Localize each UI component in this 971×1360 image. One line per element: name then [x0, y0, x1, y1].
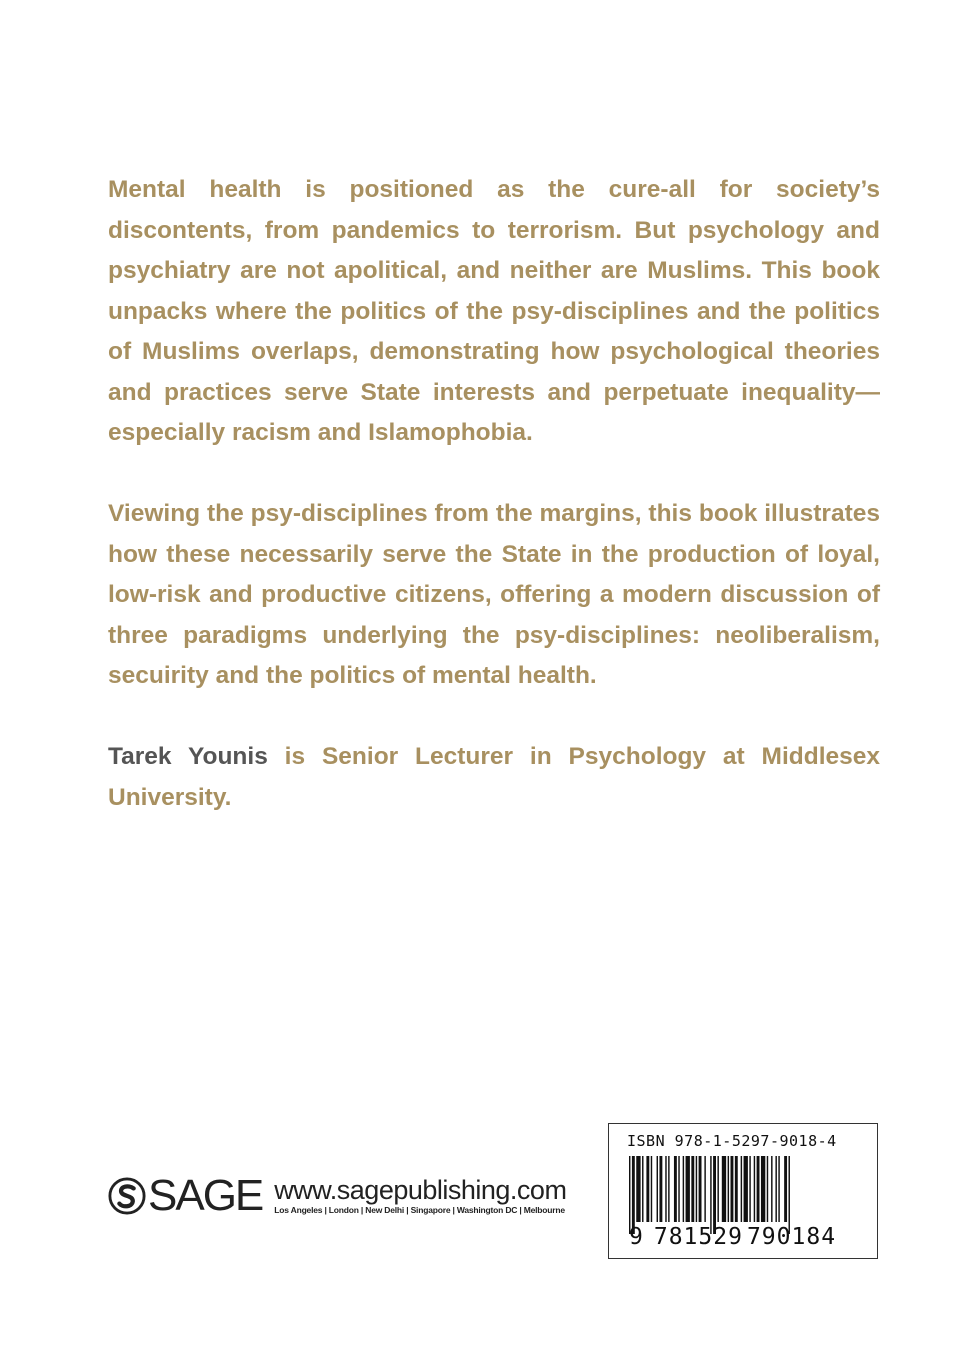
barcode-bar	[668, 1156, 669, 1222]
barcode-bar	[741, 1156, 742, 1222]
barcode-digits-right: 790184	[746, 1224, 837, 1250]
publisher-url: www.sagepublishing.com	[274, 1175, 567, 1205]
barcode-bar	[696, 1156, 697, 1222]
blurb-paragraph-2: Viewing the psy-disciplines from the margins, this book illustrates how these necessarily serve the State in the production of loyal, low-risk and productive citizens, offering a modern discussion of three paradigms underlying the psy-disciplines: neoliberalism, secuirity and the politics of mental health.	[108, 500, 880, 689]
barcode-bar	[778, 1156, 779, 1222]
barcode-bar	[761, 1156, 765, 1222]
barcode-digits-left: 781529	[653, 1224, 743, 1250]
barcode-bar	[674, 1156, 677, 1222]
blurb-paragraph-1: Mental health is positioned as the cure-all for society’s discontents, from pandemics to terrorism. But psychology and psychiatry are not apolitical, and neither are Muslims. This book unpacks where the politics of the psy-disciplines and the politics of Muslims overlaps, demonstrating how psychological theories and practices serve State interests and perpetuate inequality—especially racism and Islamophobia.	[108, 176, 880, 446]
barcode-bar	[678, 1156, 679, 1222]
author-bio	[108, 737, 880, 818]
publisher-logo	[108, 1170, 566, 1222]
publisher-cities: Los Angeles | London | New Delhi | Singapore | Washington DC | Melbourne	[274, 1205, 565, 1215]
barcode-bar	[775, 1156, 776, 1222]
barcode-bar	[659, 1156, 662, 1222]
barcode-bar	[767, 1156, 768, 1222]
publisher-details	[274, 1176, 566, 1216]
barcode-bar	[735, 1156, 738, 1222]
barcode-bar	[642, 1156, 643, 1222]
sage-wordmark: SAGE	[148, 1171, 263, 1220]
author-bio-text: is Senior Lecturer in Psychology at Middlesex University.	[108, 743, 880, 811]
barcode-bar	[665, 1156, 666, 1222]
barcode-bar	[646, 1156, 649, 1222]
barcode-bar	[713, 1156, 716, 1234]
barcode-bar	[683, 1156, 684, 1222]
barcode-bar	[784, 1156, 787, 1222]
barcode-bar	[632, 1156, 635, 1234]
barcode-digits	[629, 1224, 836, 1250]
barcode-bar	[722, 1156, 726, 1222]
barcode-bar	[789, 1156, 790, 1234]
barcode-bar	[757, 1156, 760, 1222]
isbn-barcode-box	[608, 1123, 878, 1259]
barcode-bar	[744, 1156, 748, 1222]
sage-s-icon	[108, 1177, 146, 1215]
isbn-text: ISBN 978-1-5297-9018-4	[627, 1132, 837, 1150]
barcode-bar	[636, 1156, 640, 1222]
barcode-bar	[657, 1156, 658, 1222]
barcode-bar	[717, 1156, 718, 1222]
barcode-bar	[691, 1156, 694, 1222]
barcode-bar	[704, 1156, 705, 1222]
barcode-bar	[754, 1156, 755, 1222]
barcode-bar	[731, 1156, 734, 1222]
barcode-bar	[728, 1156, 729, 1222]
barcode-bar	[749, 1156, 750, 1222]
barcode-bar	[699, 1156, 702, 1222]
barcode-digit-first: 9	[629, 1224, 644, 1250]
barcode-bar	[686, 1156, 690, 1222]
barcode-bar	[710, 1156, 711, 1234]
author-name: Tarek Younis	[108, 743, 268, 770]
back-cover-blurb	[108, 170, 880, 859]
barcode-bar	[651, 1156, 652, 1222]
barcode-bar	[629, 1156, 630, 1234]
barcode-bar	[771, 1156, 772, 1222]
